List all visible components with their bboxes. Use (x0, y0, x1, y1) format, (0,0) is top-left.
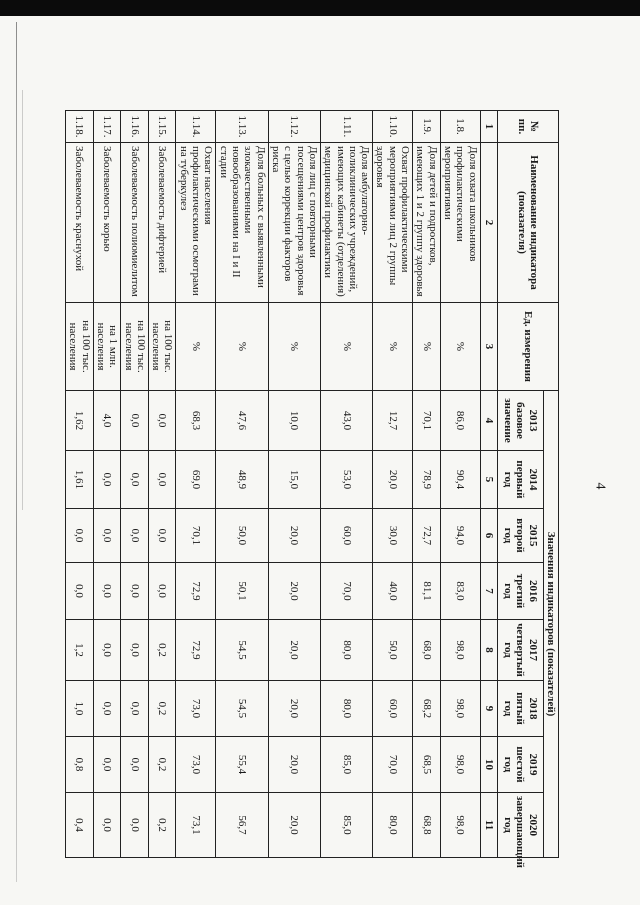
indicator-value: 1,2 (66, 620, 94, 681)
indicator-value: 0,0 (66, 509, 94, 563)
indicator-value: 68,3 (176, 391, 216, 451)
header-year: 2018 пятый год (497, 681, 543, 737)
indicator-value: 0,2 (148, 681, 176, 737)
indicator-name: Доля детей и подростков, имеющих 1 и 2 группу здоровья (413, 143, 441, 303)
indicator-value: 73,0 (176, 681, 216, 737)
header-year: 2014 первый год (497, 451, 543, 509)
indicator-value: 0,2 (148, 620, 176, 681)
indicator-value: 20,0 (268, 620, 320, 681)
indicator-value: 0,0 (93, 509, 121, 563)
indicator-value: 4,0 (93, 391, 121, 451)
table-row (268, 111, 320, 858)
row-number: 1.8. (440, 111, 480, 143)
indicator-value: 98,0 (440, 793, 480, 858)
indicator-value: 0,0 (121, 509, 149, 563)
indicator-name: Доля больных с выявленными злокачественными новообразованиями на I и II стадии (216, 143, 268, 303)
column-index: 11 (480, 793, 497, 858)
indicator-value: 0,0 (121, 451, 149, 509)
indicator-value: 48,9 (216, 451, 268, 509)
indicator-name: Охват профилактическими мероприятиями лиц 2 группы здоровья (373, 143, 413, 303)
table-row (440, 111, 480, 858)
indicator-value: 0,0 (93, 451, 121, 509)
header-num: № пп. (497, 111, 558, 143)
scan-top-border (0, 0, 640, 16)
table-row (93, 111, 121, 858)
header-name: Наименование индикатора (показателя) (497, 143, 558, 303)
indicator-value: 1,0 (66, 681, 94, 737)
indicator-value: 70,0 (320, 563, 372, 620)
row-number: 1.16. (121, 111, 149, 143)
indicator-value: 0,0 (148, 391, 176, 451)
column-index: 2 (480, 143, 497, 303)
indicator-value: 40,0 (373, 563, 413, 620)
indicator-value: 72,9 (176, 563, 216, 620)
indicator-unit: % (373, 303, 413, 391)
indicator-name: Заболеваемость краснухой (66, 143, 94, 303)
header-year: 2013 базовое значение (497, 391, 543, 451)
column-index: 8 (480, 620, 497, 681)
indicator-value: 78,9 (413, 451, 441, 509)
indicator-value: 10,0 (268, 391, 320, 451)
indicator-value: 54,5 (216, 620, 268, 681)
row-number: 1.10. (373, 111, 413, 143)
table-row (66, 111, 94, 858)
indicator-value: 0,0 (148, 563, 176, 620)
column-index: 6 (480, 509, 497, 563)
indicator-value: 83,0 (440, 563, 480, 620)
indicator-value: 30,0 (373, 509, 413, 563)
indicator-unit: на 100 тыс. населения (148, 303, 176, 391)
indicator-value: 0,0 (93, 793, 121, 858)
indicator-value: 80,0 (320, 620, 372, 681)
indicator-value: 73,0 (176, 737, 216, 793)
indicator-value: 85,0 (320, 737, 372, 793)
column-index: 4 (480, 391, 497, 451)
indicator-value: 73,1 (176, 793, 216, 858)
indicator-value: 20,0 (268, 737, 320, 793)
indicator-name: Заболеваемость полиомиелитом (121, 143, 149, 303)
indicator-value: 98,0 (440, 620, 480, 681)
indicator-unit: % (320, 303, 372, 391)
header-year: 2019 шестой год (497, 737, 543, 793)
indicator-value: 53,0 (320, 451, 372, 509)
indicator-value: 0,0 (121, 681, 149, 737)
indicator-value: 47,6 (216, 391, 268, 451)
indicator-value: 85,0 (320, 793, 372, 858)
row-number: 1.14. (176, 111, 216, 143)
row-number: 1.9. (413, 111, 441, 143)
indicator-value: 0,0 (121, 793, 149, 858)
row-number: 1.13. (216, 111, 268, 143)
indicator-value: 0,0 (93, 563, 121, 620)
column-index: 10 (480, 737, 497, 793)
indicator-value: 56,7 (216, 793, 268, 858)
indicator-value: 69,0 (176, 451, 216, 509)
indicator-value: 15,0 (268, 451, 320, 509)
column-index: 3 (480, 303, 497, 391)
indicator-value: 70,1 (413, 391, 441, 451)
indicator-value: 60,0 (320, 509, 372, 563)
indicator-value: 54,5 (216, 681, 268, 737)
indicator-value: 72,7 (413, 509, 441, 563)
table-row (373, 111, 413, 858)
scan-edge-line-secondary (22, 90, 23, 510)
indicator-unit: % (413, 303, 441, 391)
indicator-value: 68,8 (413, 793, 441, 858)
indicator-value: 20,0 (268, 681, 320, 737)
row-number: 1.12. (268, 111, 320, 143)
indicator-value: 98,0 (440, 737, 480, 793)
indicator-value: 0,0 (148, 509, 176, 563)
indicator-value: 72,9 (176, 620, 216, 681)
indicator-value: 1,62 (66, 391, 94, 451)
indicator-value: 1,61 (66, 451, 94, 509)
indicator-table (65, 110, 559, 869)
indicator-value: 0,4 (66, 793, 94, 858)
indicator-value: 68,0 (413, 620, 441, 681)
indicator-name: Доля охвата школьников профилактическими мероприятиями (440, 143, 480, 303)
indicator-value: 20,0 (373, 451, 413, 509)
indicator-value: 0,0 (93, 681, 121, 737)
page-number: 4 (592, 482, 608, 490)
indicator-value: 20,0 (268, 793, 320, 858)
table-row (320, 111, 372, 858)
column-index: 5 (480, 451, 497, 509)
indicator-value: 55,4 (216, 737, 268, 793)
indicator-name: Охват населения профилактическими осмотрами на туберкулез (176, 143, 216, 303)
column-index: 7 (480, 563, 497, 620)
scan-edge-line (16, 22, 17, 882)
indicator-value: 0,0 (148, 451, 176, 509)
indicator-unit: % (176, 303, 216, 391)
indicator-value: 90,4 (440, 451, 480, 509)
indicator-unit: на 100 тыс. населения (66, 303, 94, 391)
indicator-value: 0,2 (148, 737, 176, 793)
row-number: 1.17. (93, 111, 121, 143)
table-row (148, 111, 176, 858)
table-row (413, 111, 441, 858)
indicator-name: Доля лиц с повторными посещениями центров здоровья с целью коррекции факторов риска (268, 143, 320, 303)
indicator-unit: на 1 млн. населения (93, 303, 121, 391)
row-number: 1.15. (148, 111, 176, 143)
indicator-value: 68,2 (413, 681, 441, 737)
table-row (176, 111, 216, 858)
header-unit: Ед. измерения (497, 303, 558, 391)
indicator-value: 43,0 (320, 391, 372, 451)
indicator-name: Заболеваемость дифтерией (148, 143, 176, 303)
table-row (121, 111, 149, 858)
indicator-value: 60,0 (373, 681, 413, 737)
table-row (216, 111, 268, 858)
indicator-value: 81,1 (413, 563, 441, 620)
rotated-table-wrapper (67, 110, 559, 869)
indicator-value: 0,0 (121, 391, 149, 451)
header-year: 2016 третий год (497, 563, 543, 620)
indicator-name: Доля амбулаторно-поликлинических учреждений, имеющих кабинеты (отделения) медицинской профилактики (320, 143, 372, 303)
header-year: 2017 четвертый год (497, 620, 543, 681)
indicator-value: 20,0 (268, 563, 320, 620)
indicator-value: 0,0 (66, 563, 94, 620)
column-index: 1 (480, 111, 497, 143)
indicator-value: 0,2 (148, 793, 176, 858)
indicator-value: 50,0 (216, 509, 268, 563)
indicator-value: 0,0 (121, 737, 149, 793)
indicator-value: 50,1 (216, 563, 268, 620)
indicator-value: 70,1 (176, 509, 216, 563)
indicator-value: 0,0 (93, 620, 121, 681)
indicator-value: 0,0 (121, 620, 149, 681)
indicator-value: 80,0 (320, 681, 372, 737)
indicator-value: 0,0 (121, 563, 149, 620)
indicator-value: 68,5 (413, 737, 441, 793)
indicator-value: 20,0 (268, 509, 320, 563)
indicator-unit: на 100 тыс. населения (121, 303, 149, 391)
indicator-value: 12,7 (373, 391, 413, 451)
indicator-unit: % (440, 303, 480, 391)
indicator-value: 94,0 (440, 509, 480, 563)
indicator-name: Заболеваемость корью (93, 143, 121, 303)
indicator-value: 50,0 (373, 620, 413, 681)
header-values-group: Значения индикаторов (показателей) (543, 391, 558, 858)
column-index: 9 (480, 681, 497, 737)
indicator-value: 0,0 (93, 737, 121, 793)
row-number: 1.18. (66, 111, 94, 143)
indicator-unit: % (268, 303, 320, 391)
header-year: 2015 второй год (497, 509, 543, 563)
indicator-value: 98,0 (440, 681, 480, 737)
indicator-value: 86,0 (440, 391, 480, 451)
indicator-value: 80,0 (373, 793, 413, 858)
indicator-value: 0,8 (66, 737, 94, 793)
header-year: 2020 завершающий год (497, 793, 543, 858)
row-number: 1.11. (320, 111, 372, 143)
indicator-unit: % (216, 303, 268, 391)
indicator-value: 70,0 (373, 737, 413, 793)
